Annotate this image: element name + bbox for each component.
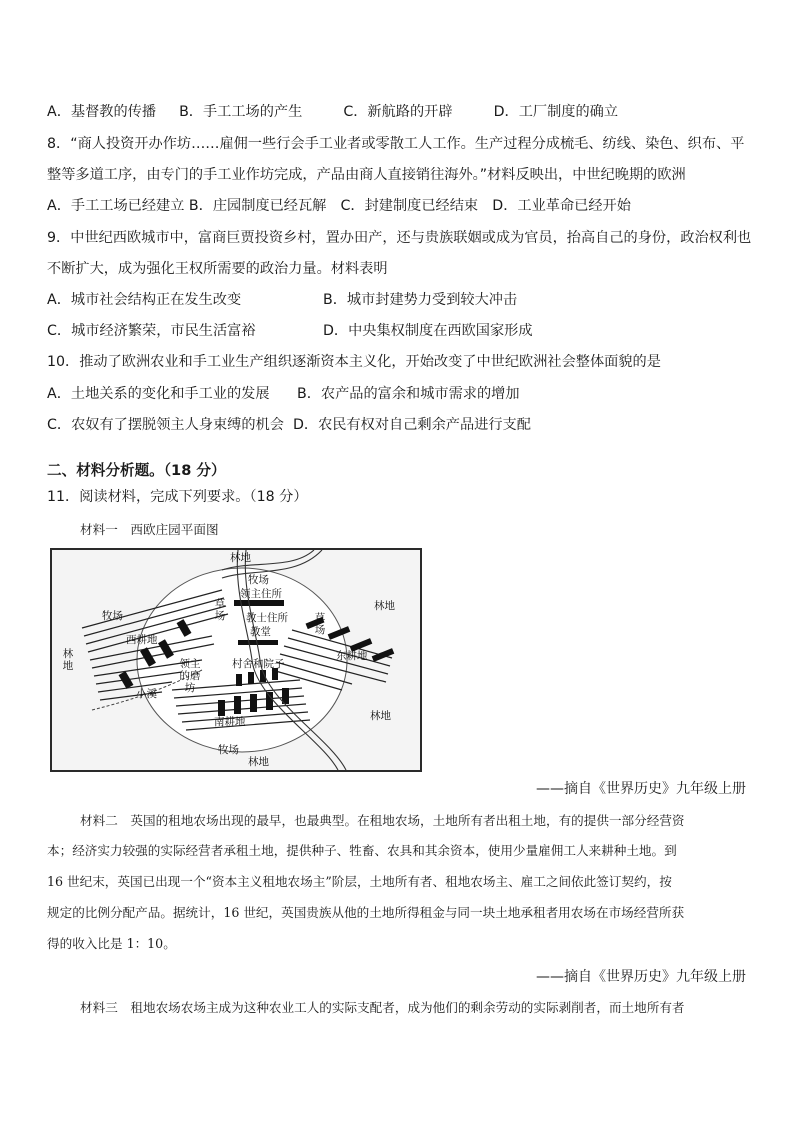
q8-stem-line1: 8．“商人投资开办作坊……雇佣一些行会手工业者或零散工人工作。生产过程分成梳毛、纺线、染色、织布、平 bbox=[47, 136, 745, 152]
label-south-field: 南耕地 bbox=[214, 716, 246, 728]
label-east-field: 东耕地 bbox=[336, 650, 368, 662]
q7-option-d: D．工厂制度的确立 bbox=[493, 104, 619, 120]
q9-option-b: B．城市封建势力受到较大冲击 bbox=[323, 292, 518, 308]
label-west-field: 西耕地 bbox=[126, 634, 158, 646]
material1-caption: 材料一 西欧庄园平面图 bbox=[80, 522, 219, 537]
q9-stem-line1: 9．中世纪西欧城市中，富商巨贾投资乡村，置办田产，还与贵族联姻或成为官员，抬高自己的身份，政治权利也 bbox=[47, 230, 752, 246]
church-building bbox=[238, 640, 278, 645]
q7-option-c: C．新航路的开辟 bbox=[343, 104, 453, 120]
label-forest-right-top: 林地 bbox=[374, 600, 395, 612]
material2-line3: 16 世纪末，英国已出现一个“资本主义租地农场主”阶层，土地所有者、租地农场主、雇工之间依此签订契约，按 bbox=[47, 874, 672, 889]
q7-option-b: B．手工工场的产生 bbox=[179, 104, 303, 120]
label-church: 教堂 bbox=[250, 626, 271, 638]
q7-options-row bbox=[47, 102, 618, 122]
label-meadow-left: 草场 bbox=[214, 598, 226, 622]
label-forest-right-bottom: 林地 bbox=[370, 710, 391, 722]
material2-line2: 本；经济实力较强的实际经营者承租土地，提供种子、牲畜、农具和其余资本，使用少量雇佣工人来耕种土地。到 bbox=[47, 843, 677, 858]
q9-option-a: A．城市社会结构正在发生改变 bbox=[47, 292, 242, 308]
q10-option-a: A．土地关系的变化和手工业的发展 bbox=[47, 386, 270, 402]
material1-source: ——摘自《世界历史》九年级上册 bbox=[536, 781, 746, 797]
label-stream: 小溪 bbox=[136, 688, 157, 700]
label-pasture-left: 牧场 bbox=[102, 610, 123, 622]
label-village: 村舍和院子 bbox=[232, 658, 285, 670]
q10-option-c: C．农奴有了摆脱领主人身束缚的机会 bbox=[47, 417, 284, 433]
material2-line5: 得的收入比是 1：10。 bbox=[47, 936, 176, 951]
label-forest-left: 林地 bbox=[62, 648, 74, 672]
label-pasture-bottom: 牧场 bbox=[218, 744, 239, 756]
label-pasture-top: 牧场 bbox=[248, 574, 269, 586]
q10-stem: 10．推动了欧洲农业和手工业生产组织逐渐资本主义化，开始改变了中世纪欧洲社会整体面貌的是 bbox=[47, 354, 661, 370]
q9-stem-line2: 不断扩大，成为强化王权所需要的政治力量。材料表明 bbox=[47, 261, 388, 277]
label-priest-residence: 教士住所 bbox=[246, 612, 288, 624]
q11-instruction: 11．阅读材料，完成下列要求。（18 分） bbox=[47, 489, 308, 505]
q7-option-a: A．基督教的传播 bbox=[47, 104, 157, 120]
q8-stem-line2: 整等多道工序，由专门的手工业作坊完成，产品由商人直接销往海外。”材料反映出，中世纪晚期的欧洲 bbox=[47, 167, 686, 183]
material3-line1: 材料三 租地农场农场主成为这种农业工人的实际支配者，成为他们的剩余劳动的实际剥削者，而土地所有者 bbox=[80, 1000, 685, 1015]
label-forest-bottom: 林地 bbox=[248, 756, 269, 768]
manor-map bbox=[50, 548, 422, 772]
label-lord-residence: 领主住所 bbox=[240, 588, 282, 600]
q10-option-b: B．农产品的富余和城市需求的增加 bbox=[297, 386, 520, 402]
q9-option-c: C．城市经济繁荣，市民生活富裕 bbox=[47, 323, 256, 339]
label-lord-mill: 领主的磨坊 bbox=[179, 658, 201, 694]
q9-option-d: D．中央集权制度在西欧国家形成 bbox=[323, 323, 533, 339]
section-heading: 二、材料分析题。（18 分） bbox=[47, 462, 226, 479]
material2-source: ——摘自《世界历史》九年级上册 bbox=[536, 969, 746, 985]
label-forest-top: 林地 bbox=[230, 552, 251, 564]
label-meadow-right: 草场 bbox=[314, 612, 326, 636]
material2-line1: 材料二 英国的租地农场出现的最早，也最典型。在租地农场，土地所有者出租土地，有的提供一部分经营资 bbox=[80, 813, 685, 828]
q8-options: A．手工工场已经建立 B．庄园制度已经瓦解 C．封建制度已经结束 D．工业革命已经开始 bbox=[47, 198, 631, 214]
material2-line4: 规定的比例分配产品。据统计，16 世纪，英国贵族从他的土地所得租金与同一块土地承租者用农场在市场经营所获 bbox=[47, 905, 685, 920]
q10-option-d: D．农民有权对自己剩余产品进行支配 bbox=[293, 417, 531, 433]
